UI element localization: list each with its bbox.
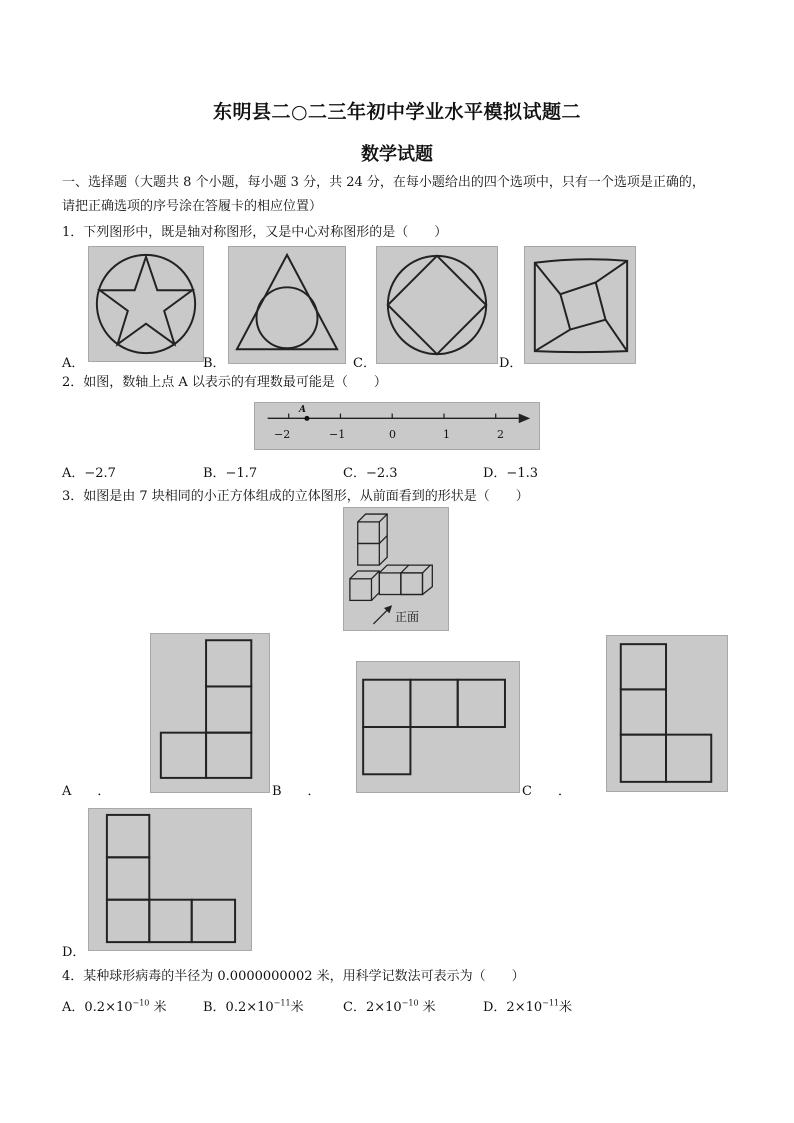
q1-label-c: C． (353, 356, 376, 371)
point-a-label: A (299, 405, 306, 415)
q3-option-b-figure (356, 661, 520, 793)
section-heading-line1: 一、选择题（大题共 8 个小题，每小题 3 分，共 24 分，在每小题给出的四个选项中，只有一个选项是正确的， (62, 175, 705, 190)
tick-label: 0 (389, 428, 396, 441)
q2-option-c: C．−2.3 (343, 466, 398, 481)
front-view-label: 正面 (395, 610, 420, 624)
q2-option-d: D．−1.3 (483, 466, 538, 481)
q2-stem: 2．如图，数轴上点 A 以表示的有理数最可能是（ ） (62, 375, 387, 390)
q1-figure-b-circle-in-triangle (228, 246, 346, 364)
q3-stem: 3．如图是由 7 块相同的小正方体组成的立体图形，从前面看到的形状是（ ） (62, 489, 529, 504)
q1-stem: 1．下列图形中，既是轴对称图形，又是中心对称图形的是（ ） (62, 225, 448, 240)
q4-option-d: D．$2\times 10^{-11}$米 (483, 998, 573, 1015)
q4-option-b: B．$0.2\times 10^{-11}$米 (203, 998, 304, 1015)
q3-label-a: A ． (62, 784, 111, 799)
q1-label-b: B． (203, 356, 226, 371)
q4-option-a: A．$0.2\times 10^{-10}$ 米 (62, 998, 167, 1015)
q1-figure-d-pinwheel-square (524, 246, 636, 364)
q1-figure-a-star-in-circle (88, 246, 204, 362)
q3-option-d-figure (88, 808, 252, 951)
q2-option-b: B．−1.7 (203, 466, 258, 481)
q3-label-d: D． (62, 945, 86, 960)
q3-option-a-figure (150, 633, 270, 793)
section-heading-line2: 请把正确选项的序号涂在答履卡的相应位置） (62, 199, 323, 214)
q2-number-line (254, 402, 540, 450)
q1-label-a: A． (62, 356, 85, 371)
q4-stem: 4．某种球形病毒的半径为 0.0000000002 米，用科学记数法可表示为（ ） (62, 969, 525, 984)
tick-label: 1 (443, 428, 450, 441)
tick-label: −2 (274, 428, 291, 441)
point-a-marker (304, 416, 309, 421)
tick-label: −1 (329, 428, 346, 441)
q3-label-c: C ． (522, 784, 571, 799)
q2-option-a: A．−2.7 (62, 466, 116, 481)
tick-label: 2 (497, 428, 504, 441)
q1-label-d: D． (499, 356, 523, 371)
q3-label-b: B ． (272, 784, 321, 799)
q4-option-c: C．$2\times 10^{-10}$ 米 (343, 998, 436, 1015)
q3-option-c-figure (606, 635, 728, 792)
exam-subtitle: 数学试题 (361, 144, 433, 165)
q1-figure-c-square-in-circle (376, 246, 498, 364)
exam-title: 东明县二○二三年初中学业水平模拟试题二 (212, 101, 582, 123)
